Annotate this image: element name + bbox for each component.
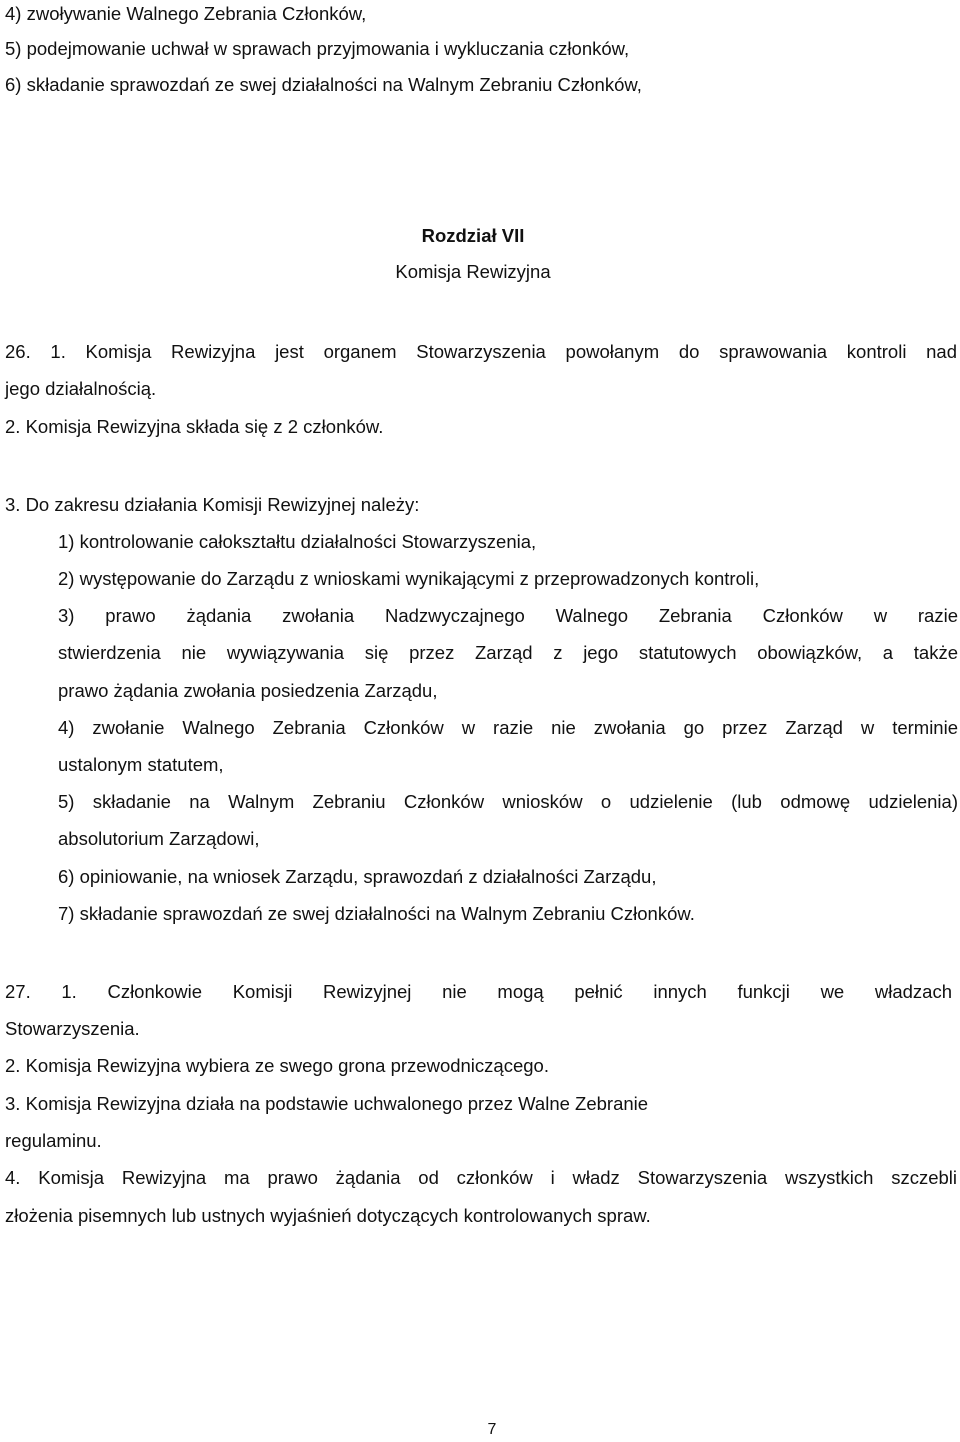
list-item: 4) zwołanie Walnego Zebrania Członków w razie nie zwołania go przez Zarząd w terminie	[58, 717, 958, 738]
section-27-p1-line1: 27. 1. Członkowie Komisji Rewizyjnej nie mogą pełnić innych funkcji we władzach	[5, 981, 952, 1002]
intro-item-6: 6) składanie sprawozdań ze swej działalności na Walnym Zebraniu Członków,	[5, 74, 642, 95]
list-item: 6) opiniowanie, na wniosek Zarządu, sprawozdań z działalności Zarządu,	[58, 866, 657, 887]
list-item: 3) prawo żądania zwołania Nadzwyczajnego Walnego Zebrania Członków w razie	[58, 605, 958, 626]
section-27-p1-line2: Stowarzyszenia.	[5, 1018, 140, 1039]
section-27-p3-line2: regulaminu.	[5, 1130, 102, 1151]
intro-item-5: 5) podejmowanie uchwał w sprawach przyjmowania i wykluczania członków,	[5, 38, 630, 59]
chapter-title: Rozdział VII	[421, 225, 525, 246]
section-27-p2: 2. Komisja Rewizyjna wybiera ze swego grona przewodniczącego.	[5, 1055, 549, 1076]
list-item: prawo żądania zwołania posiedzenia Zarządu,	[58, 680, 438, 701]
section-26-p2: 2. Komisja Rewizyjna składa się z 2 członków.	[5, 416, 384, 437]
list-item: 2) występowanie do Zarządu z wnioskami wynikającymi z przeprowadzonych kontroli,	[58, 568, 760, 589]
section-27-p4-line2: złożenia pisemnych lub ustnych wyjaśnień dotyczących kontrolowanych spraw.	[5, 1205, 651, 1226]
list-item: 1) kontrolowanie całokształtu działalności Stowarzyszenia,	[58, 531, 537, 552]
chapter-subtitle: Komisja Rewizyjna	[395, 261, 551, 282]
section-26-p1-line1: 26. 1. Komisja Rewizyjna jest organem Stowarzyszenia powołanym do sprawowania kontroli nad	[5, 341, 957, 362]
section-26-p1-line2: jego działalnością.	[5, 378, 157, 399]
section-27-p4-line1: 4. Komisja Rewizyjna ma prawo żądania od członków i władz Stowarzyszenia wszystkich szczebli	[5, 1167, 957, 1188]
section-26-p3-heading: 3. Do zakresu działania Komisji Rewizyjnej należy:	[5, 494, 420, 515]
page-number: 7	[487, 1421, 497, 1438]
intro-item-4: 4) zwoływanie Walnego Zebrania Członków,	[5, 3, 367, 24]
list-item: absolutorium Zarządowi,	[58, 828, 260, 849]
list-item: stwierdzenia nie wywiązywania się przez Zarząd z jego statutowych obowiązków, a także	[58, 642, 958, 663]
list-item: ustalonym statutem,	[58, 754, 224, 775]
list-item: 7) składanie sprawozdań ze swej działalności na Walnym Zebraniu Członków.	[58, 903, 695, 924]
section-27-p3-line1: 3. Komisja Rewizyjna działa na podstawie uchwalonego przez Walne Zebranie	[5, 1093, 649, 1114]
list-item: 5) składanie na Walnym Zebraniu Członków wniosków o udzielenie (lub odmowę udzielenia)	[58, 791, 958, 812]
